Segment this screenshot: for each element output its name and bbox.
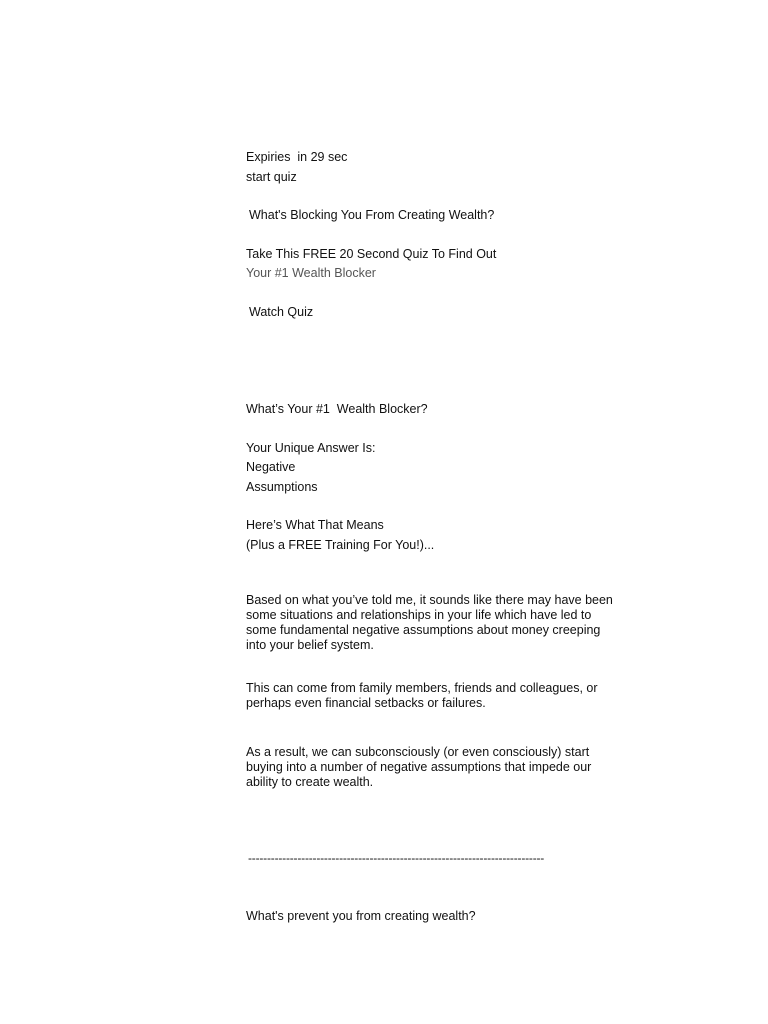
- watch-quiz-link[interactable]: Watch Quiz: [249, 305, 314, 319]
- answer-line-2: Assumptions: [246, 480, 318, 494]
- paragraph-1: Based on what you’ve told me, it sounds like there may have been some situations and relationships in your life which have led to some fundamental negative assumptions about money creeping into your belief system.: [246, 593, 613, 652]
- quiz-subline: Take This FREE 20 Second Quiz To Find Out: [246, 247, 497, 261]
- meaning-title: Here’s What That Means: [246, 518, 384, 532]
- expiry-timer: Expiries in 29 sec: [246, 150, 348, 164]
- headline: What's Blocking You From Creating Wealth?: [249, 208, 495, 222]
- paragraph-2: This can come from family members, friends and colleagues, or perhaps even financial setbacks or failures.: [246, 681, 598, 710]
- answer-line-1: Negative: [246, 460, 296, 474]
- answer-label: Your Unique Answer Is:: [246, 441, 376, 455]
- footer-question: What's prevent you from creating wealth?: [246, 909, 476, 923]
- paragraph-3: As a result, we can subconsciously (or even consciously) start buying into a number of negative assumptions that impede our ability to create wealth.: [246, 745, 592, 789]
- start-quiz-link[interactable]: start quiz: [246, 170, 297, 184]
- divider-line: ------------------------------------------------------------------------------: [248, 851, 545, 865]
- result-question: What’s Your #1 Wealth Blocker?: [246, 402, 428, 416]
- meaning-subtitle: (Plus a FREE Training For You!)...: [246, 538, 435, 552]
- quiz-subline-muted: Your #1 Wealth Blocker: [246, 266, 376, 280]
